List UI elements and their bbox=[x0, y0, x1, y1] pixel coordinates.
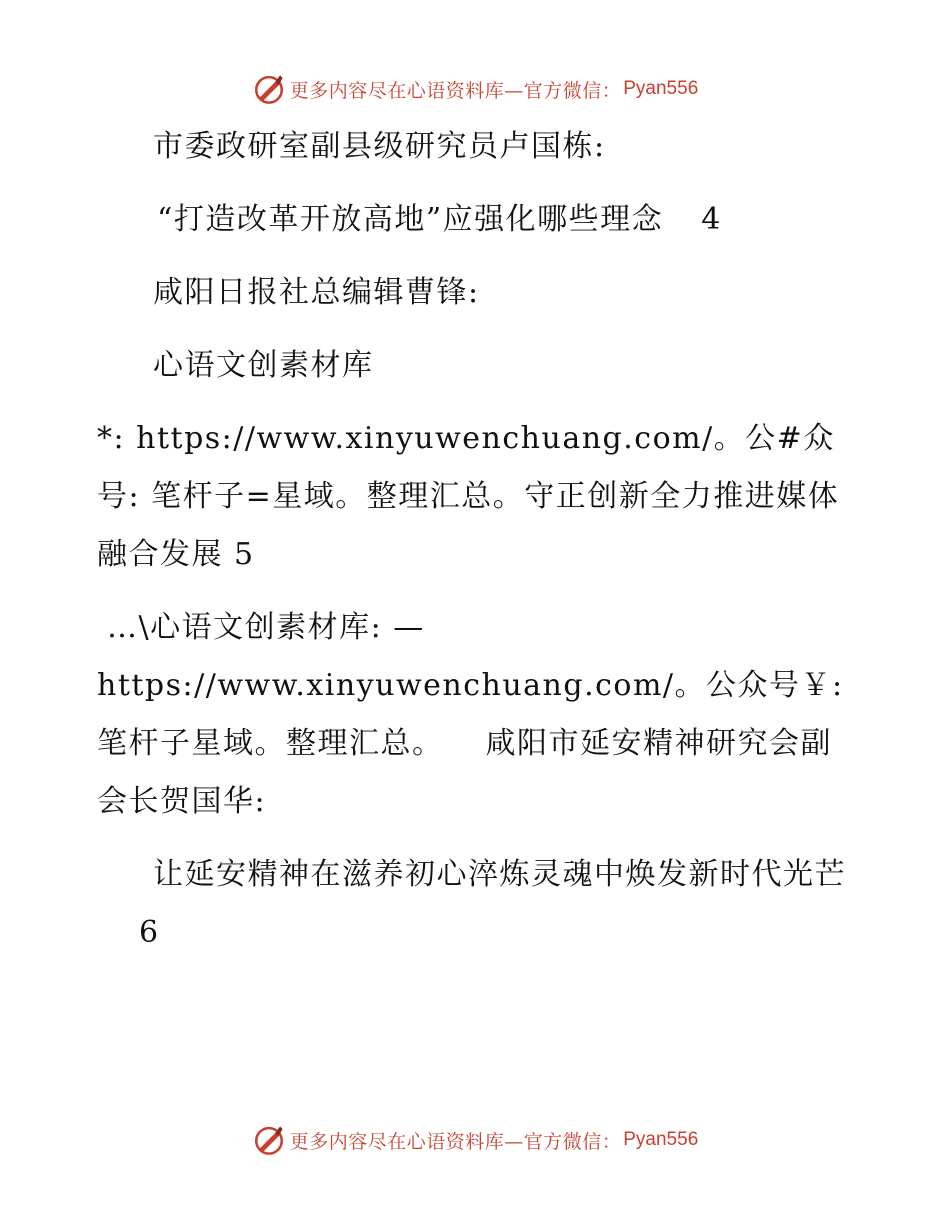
toc-entry-text: 咸阳日报社总编辑曹锋: bbox=[153, 275, 480, 310]
toc-content bbox=[97, 118, 857, 977]
watermark-wechat-id: Pyan556 bbox=[623, 78, 699, 99]
toc-entry bbox=[97, 846, 857, 962]
toc-page-number: 5 bbox=[234, 537, 255, 572]
watermark-text: 更多内容尽在心语资料库—官方微信： bbox=[289, 79, 622, 102]
pen-logo-icon bbox=[252, 72, 286, 106]
toc-entry bbox=[97, 191, 857, 249]
toc-entry bbox=[97, 264, 857, 322]
toc-page-number: 6 bbox=[139, 915, 160, 950]
toc-entry-text: 让延安精神在滋养初心淬炼灵魂中焕发新时代光芒 bbox=[153, 857, 846, 892]
toc-entry-text: *: https://www.xinyuwenchuang.com/。公#众号: 笔杆子=星域。整理汇总。守正创新全力推进媒体融合发展 bbox=[97, 421, 840, 572]
watermark-wechat-id: Pyan556 bbox=[623, 1129, 699, 1150]
toc-entry-text-after: 咸阳市延安精神研究会副会长贺国华: bbox=[97, 726, 832, 819]
toc-entry-text: “打造改革开放高地”应强化哪些理念 bbox=[157, 202, 664, 237]
toc-entry-text: …\心语文创素材库: —https://www.xinyuwenchuang.com/。公众号￥: 笔杆子星域。整理汇总。 bbox=[97, 610, 844, 761]
toc-entry bbox=[97, 337, 857, 395]
toc-entry bbox=[97, 118, 857, 176]
footer-watermark bbox=[0, 1123, 950, 1157]
pen-logo-icon bbox=[252, 1123, 286, 1157]
header-watermark bbox=[0, 72, 950, 106]
toc-entry-text: 心语文创素材库 bbox=[153, 348, 374, 383]
toc-page-number: 4 bbox=[701, 202, 722, 237]
toc-entry bbox=[97, 410, 857, 584]
watermark-text: 更多内容尽在心语资料库—官方微信： bbox=[289, 1130, 622, 1153]
toc-entry bbox=[97, 599, 857, 831]
toc-entry-text: 市委政研室副县级研究员卢国栋: bbox=[153, 129, 606, 164]
